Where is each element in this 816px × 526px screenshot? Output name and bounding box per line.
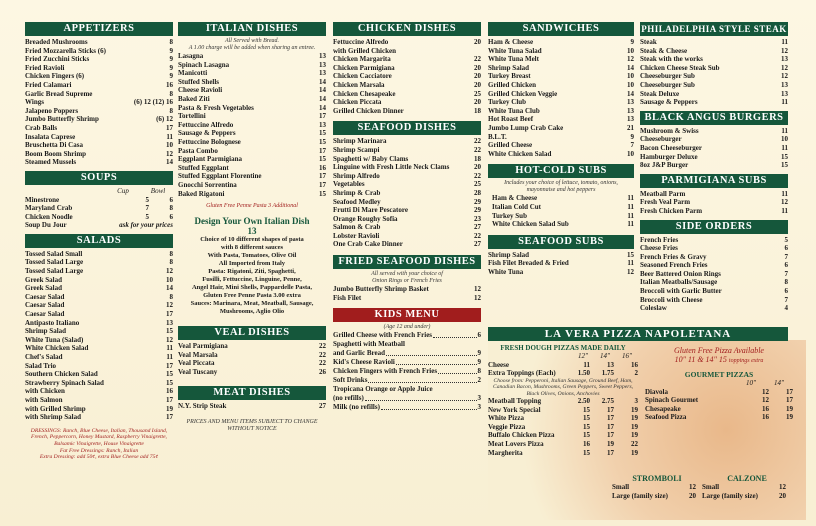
menu-item: B.L.T. 9 [488,132,634,141]
design-line: Fusilli, Fettuccine, Linguine, Penne, [202,276,302,284]
pizza-left [488,344,638,457]
menu-item: Meatball Parm 11 [640,189,788,198]
pizza-section [488,327,788,343]
gourmet-item: Diavola 12 17 [645,387,793,396]
menu-item: Antipasto Italiano 13 [25,318,173,327]
menu-item: Cheeseburger 10 [640,135,788,144]
gourmet-sizes: 10" 14" [746,379,784,387]
menu-item: Fettuccine Alfredo 13 [178,120,326,129]
pizza-item: Veggie Pizza 15 17 19 [488,422,638,431]
pizza-item: Cheese 11 13 16 [488,360,638,369]
menu-item: Southern Chicken Salad 15 [25,370,173,379]
fried-header: FRIED SEAFOOD DISHES [333,255,481,269]
menu-item: Gnocchi Sorrentina 17 [178,180,326,189]
menu-item: Ham & Cheese 9 [488,38,634,46]
kids-item: Tropicana Orange or Apple Juice [333,385,433,394]
stromboli-calzone-row: Large (family size) 20 Large (family size) 20 [612,491,786,500]
menu-item: French Fries & Gravy 7 [640,252,788,261]
menu-item: Pasta Combo 17 [178,146,326,155]
menu-item: White Tuna 12 [488,267,634,276]
prices-notice: PRICES AND MENU ITEMS SUBJECT TO CHANGE WITHOUT NOTICE [186,419,318,433]
menu-item: Baked Ziti 14 [178,94,326,103]
design-lines [178,236,326,316]
menu-item: French Fries 5 [640,235,788,244]
menu-item: Turkey Breast 10 [488,72,634,81]
menu-item: Grilled Chicken Veggie 14 [488,89,634,98]
menu-item: Shrimp Scampi 22 [333,145,481,154]
pizza-list [488,397,638,457]
menu-item: Breaded Mushrooms 8 [25,38,173,46]
menu-item: Stuffed Eggplant Florentine 17 [178,172,326,181]
pizza-header: LA VERA PIZZA NAPOLETANA [488,327,788,341]
menu-item: Jumbo Butterfly Shrimp (6) 12 [25,115,173,124]
menu-item: Sausage & Peppers 11 [640,98,788,107]
menu-item: Vegetables 25 [333,180,481,189]
menu-item: Steamed Mussels 14 [25,158,173,167]
burgers-header: BLACK ANGUS BURGERS [640,111,788,125]
menu-item: Maryland Crab 7 8 [25,204,173,213]
menu-item: Seafood Medley 29 [333,197,481,206]
menu-item: Grilled Chicken Dinner 18 [333,106,481,115]
hotcold-note-1: Includes your choice of lettuce, tomato, onions, [504,180,618,187]
steak-header: PHILADELPHIA STYLE STEAK [641,24,787,34]
design-line: Pasta: Rigatoni, Ziti, Spaghetti, [208,268,296,276]
menu-item: Greek Salad 14 [25,284,173,293]
menu-item: Turkey Club 13 [488,98,634,107]
menu-item: Bacon Cheeseburger 11 [640,143,788,152]
design-line: Choice of 10 different shapes of pasta [200,236,304,244]
menu-item: Veal Piccata 22 [178,359,326,368]
hotcold-header: HOT-COLD SUBS [488,164,634,178]
chicken-list [333,38,481,115]
gourmet-list [645,388,793,422]
menu-item: Turkey Sub 11 [492,211,634,220]
menu-item: Steak 11 [640,38,788,46]
menu-item: White Tuna Melt 12 [488,55,634,64]
menu-item: Shrimp Salad 15 [25,327,173,336]
menu-item: Fettuccine Alfredo 20 [333,38,481,46]
design-line: Angel Hair, Mini Shells, Pappardelle Pasta, [191,284,312,292]
menu-item: Pasta & Fresh Vegetables 14 [178,103,326,112]
burgers-list [640,127,788,170]
menu-item: Orange Roughy Sofia 23 [333,214,481,223]
menu-item: Salmon & Crab 27 [333,223,481,232]
menu-item: Cheese Ravioli 14 [178,86,326,95]
menu-item: Italian Meatballs/Sausage 8 [640,278,788,287]
menu-item: with Salmon 17 [25,395,173,404]
appetizers-header: APPETIZERS [25,22,173,36]
design-title: Design Your Own Italian Dish [194,216,310,227]
menu-item: Salad Trio 17 [25,361,173,370]
menu-item: Veal Parmigiana 22 [178,342,326,351]
menu-item: Tossed Salad Large 8 [25,258,173,267]
menu-item: Hamburger Deluxe 15 [640,152,788,161]
pizza-right [645,346,793,422]
menu-item: Fish Filet Breaded & Fried 11 [488,259,634,268]
menu-item: Spinach Lasagna 13 [178,60,326,69]
italian-header: ITALIAN DISHES [178,22,326,36]
menu-item: with Grilled Chicken [333,46,397,55]
menu-item: with Grilled Shrimp 19 [25,404,173,413]
seafood-list [333,137,481,249]
chicken-header: CHICKEN DISHES [333,22,481,36]
menu-item: Garlic Bread Supreme 8 [25,89,173,98]
column-4 [488,22,634,276]
menu-item: Jalapeno Poppers 8 [25,106,173,115]
kids-item: Spaghetti with Meatball [333,340,405,349]
gf-pizza-title: Gluten Free Pizza Available [674,346,764,355]
menu-item: Chicken Cheese Steak Sub 12 [640,63,788,72]
italian-note-1: All Served with Bread. [224,38,280,44]
fresh-dough-label: FRESH DOUGH PIZZAS MADE DAILY [500,344,626,352]
menu-item: Tortellini 17 [178,112,326,121]
menu-item: Chicken Margarita 22 [333,55,481,64]
toppings-note: Choose from: Pepperoni, Italian Sausage, Ground Beef, Ham, Canadian Bacon, Mushrooms, Green Peppers, Sweet Peppers, Black Olives, Onions, Anchovies [492,377,634,397]
menu-item: Lasagna 13 [178,52,326,60]
menu-item: Chicken Fingers (6) 9 [25,72,173,81]
menu-item: Boom Boom Shrimp 12 [25,149,173,158]
sides-header: SIDE ORDERS [640,220,788,234]
menu-item: Lobster Ravioli 22 [333,231,481,240]
fried-note-1: All served with your choice of [371,271,443,278]
pizza-item: Meat Lovers Pizza 16 19 22 [488,439,638,448]
italian-note-2: A 1.00 charge will be added when sharing an entree. [188,45,316,51]
menu-item: Baked Rigatoni 15 [178,189,326,198]
menu-item: Stuffed Eggplant 16 [178,163,326,172]
menu-item: Chef's Salad 11 [25,353,173,361]
menu-item: Chicken Piccata 20 [333,98,481,107]
calzone-title: CALZONE [727,474,767,483]
veal-header: VEAL DISHES [178,326,326,340]
stromboli-calzone-row: Small 12 Small 12 [612,483,786,491]
menu-item: Shrimp Salad 15 [488,250,634,259]
kids-item: Kid's Cheese Ravioli 9 [333,358,481,367]
gluten-free-note: Gluten Free Penne Pasta 3 Additional [206,203,298,210]
sandwiches-list [488,38,634,158]
dressings-note: DRESSINGS: Ranch, Blue Cheese, Italian, Thousand Island, French, Peppercorn, Honey Mustard, Raspberry Vinaigrette, Balsamic Vinaigrette, House Vinaigrette Fat Free Dressings: Ranch, Italian Extra Dressing: add 50¢, extra Blue Cheese add 75¢ [30,427,168,461]
veal-list [178,342,326,376]
menu-item: Tossed Salad Large 12 [25,267,173,276]
salads-list [25,250,173,422]
kids-item: Soft Drinks 2 [333,376,481,385]
meat-list [178,402,326,411]
menu-item: Frutti Di Mare Pescatore 29 [333,206,481,215]
meat-header: MEAT DISHES [178,386,326,400]
kids-item: Milk (no refills) 3 [333,403,481,412]
menu-item: Manicotti 13 [178,69,326,78]
menu-item: Chicken Marsala 20 [333,80,481,89]
menu-item: Broccoli with Garlic Butter 6 [640,287,788,296]
menu-item: Eggplant Parmigiana 15 [178,155,326,164]
menu-item: Shrimp & Crab 28 [333,188,481,197]
gf-pizza-sizes: 10" 11 & 14" 15 toppings extra [674,355,764,364]
menu-item: with Chicken 16 [25,387,173,396]
menu-item: Sausage & Peppers 15 [178,129,326,138]
stromboli-title: STROMBOLI [632,474,682,483]
fried-note-2: Onion Rings or French Fries [372,278,442,285]
italian-list [178,52,326,198]
menu-item: Shrimp Alfredo 22 [333,171,481,180]
menu-item: One Crab Cake Dinner 27 [333,240,481,249]
menu-item: White Chicken Salad 10 [488,149,634,158]
menu-item: White Chicken Salad 11 [25,344,173,353]
menu-item: Linguine with Fresh Little Neck Clams 20 [333,163,481,172]
kids-list [333,331,481,412]
gourmet-item: Spinach Gourmet 12 17 [645,396,793,405]
pizza-top-rows [488,361,638,378]
menu-item: Steak with the works 13 [640,55,788,64]
menu-item: Fresh Chicken Parm 11 [640,206,788,215]
menu-item: Chicken Parmigiana 20 [333,63,481,72]
menu-item: Broccoli with Cheese 7 [640,295,788,304]
menu-item: Italian Cold Cut 11 [492,202,634,211]
gourmet-item: Chesapeake 16 19 [645,404,793,413]
soups-list [25,196,173,222]
fried-list [333,285,481,302]
pizza-sizes: 12" 14" 16" [578,352,632,360]
sandwiches-header: SANDWICHES [488,22,634,36]
menu-item: Fresh Veal Parm 12 [640,198,788,207]
menu-item: White Tuna (Salad) 12 [25,335,173,344]
menu-item: N.Y. Strip Steak 27 [178,402,326,411]
menu-item: Caesar Salad 8 [25,292,173,301]
design-price: 13 [247,226,257,237]
menu-item: Fried Ravioli 9 [25,63,173,72]
hotcold-note-2: mayonnaise and hot peppers [526,187,596,194]
menu-item: Minestrone 5 6 [25,195,173,204]
pizza-item: Meatball Topping 2.50 2.75 3 [488,397,638,405]
soups-header: SOUPS [25,171,173,185]
column-1 [25,22,173,461]
menu-item: White Chicken Salad Sub 11 [492,220,634,229]
menu-item: Bruschetta Di Casa 10 [25,141,173,150]
menu-item: Wings (6) 12 (12) 16 [25,98,173,107]
pizza-item: New York Special 15 17 19 [488,405,638,414]
menu-item: Cheeseburger Sub 13 [640,80,788,89]
menu-item: with Shrimp Salad 17 [25,413,173,422]
design-line: Sauces: Marinara, Meat, Meatball, Sausage, [190,300,314,308]
menu-item: Fried Calamari 16 [25,80,173,89]
column-5 [640,22,788,313]
seafood-header: SEAFOOD DISHES [333,121,481,135]
menu-item: Fried Zucchini Sticks 9 [25,55,173,64]
stromboli-calzone [612,474,792,500]
design-line: All Imported from Italy [218,260,286,268]
menu-item: Caesar Salad 12 [25,301,173,310]
kids-note: (Age 12 and under) [383,324,431,331]
menu-item: Greek Salad 10 [25,275,173,284]
parm-header: PARMIGIANA SUBS [640,174,788,188]
gourmet-item: Seafood Pizza 16 19 [645,413,793,422]
menu-item: Grilled Chicken 10 [488,80,634,89]
hotcold-list [488,194,634,228]
menu-item: Steak Deluxe 13 [640,89,788,98]
menu-item: White Tuna Club 13 [488,106,634,115]
menu-item: Jumbo Butterfly Shrimp Basket 12 [333,285,481,294]
salads-header: SALADS [25,234,173,248]
column-3 [333,22,481,412]
design-line: With Pasta, Tomatoes, Olive Oil [207,252,297,260]
sides-list [640,236,788,313]
appetizers-list [25,38,173,167]
menu-item: Veal Tuscany 26 [178,367,326,376]
menu-item: Seasoned French Fries 6 [640,261,788,270]
column-2 [178,22,326,433]
menu-item: Stuffed Shells 14 [178,77,326,86]
menu-item: Ham & Cheese 11 [492,194,634,203]
menu-item: Grilled Cheese 7 [488,141,634,150]
menu-item: Insalata Caprese 11 [25,132,173,141]
menu-item: Cheese Fries 6 [640,244,788,253]
menu-item: Steak & Cheese 12 [640,46,788,55]
menu-item: Coleslaw 4 [640,304,788,313]
menu-item: Fish Filet 12 [333,293,481,302]
pizza-item: Margherita 15 17 19 [488,448,638,457]
pizza-item: White Pizza 15 17 19 [488,414,638,423]
design-line: Gluten Free Penne Pasta 3.00 extra [203,292,301,300]
menu-item: Shrimp Salad 14 [488,63,634,72]
kids-item: Grilled Cheese with French Fries 6 [333,331,481,340]
menu-item: Chicken Cacciatore 20 [333,72,481,81]
seafood-subs-list [488,251,634,277]
menu-item: Strawberry Spinach Salad 15 [25,378,173,387]
pizza-item: Buffalo Chicken Pizza 15 17 19 [488,431,638,440]
design-line: with 8 different sauces [220,244,284,252]
menu-item: Beer Battered Onion Rings 7 [640,269,788,278]
soups-size-labels: Cup Bowl [117,186,166,195]
menu-item: Fried Mozzarella Sticks (6) 9 [25,46,173,55]
kids-header: KIDS MENU [333,308,481,322]
menu-item: 8oz J&P Burger 15 [640,161,788,170]
menu-item: Mushroom & Swiss 11 [640,126,788,135]
pizza-item: Extra Toppings (Each) 1.50 1.75 2 [488,369,638,378]
kids-item: and Garlic Bread 9 [333,349,481,358]
seafood-subs-header: SEAFOOD SUBS [488,235,634,249]
steak-list [640,38,788,107]
parm-list [640,190,788,216]
menu-item: White Tuna Salad 10 [488,46,634,55]
menu-item: Tossed Salad Small 8 [25,249,173,258]
design-line: Mushrooms, Aglio Olio [219,308,285,316]
menu-item: Fettuccine Bolognese 15 [178,137,326,146]
kids-item: (no refills) 3 [333,394,481,403]
menu-item: Shrimp Marinara 22 [333,137,481,146]
menu-item: Veal Marsala 22 [178,350,326,359]
kids-item: Chicken Fingers with French Fries 8 [333,367,481,376]
menu-item: Hot Roast Beef 13 [488,115,634,124]
menu-item: Jumbo Lump Crab Cake 21 [488,123,634,132]
menu-item: Cheeseburger Sub 12 [640,72,788,81]
menu-item: Caesar Salad 17 [25,310,173,319]
soup-du-jour: Soup Du Jour ask for your prices [25,221,173,230]
menu-item: Spaghetti w/ Baby Clams 18 [333,154,481,163]
gourmet-title: GOURMET PIZZAS [684,370,754,379]
menu-item: Chicken Chesapeake 25 [333,89,481,98]
menu-item: Chicken Noodle 5 6 [25,212,173,221]
menu-item: Crab Balls 17 [25,123,173,132]
